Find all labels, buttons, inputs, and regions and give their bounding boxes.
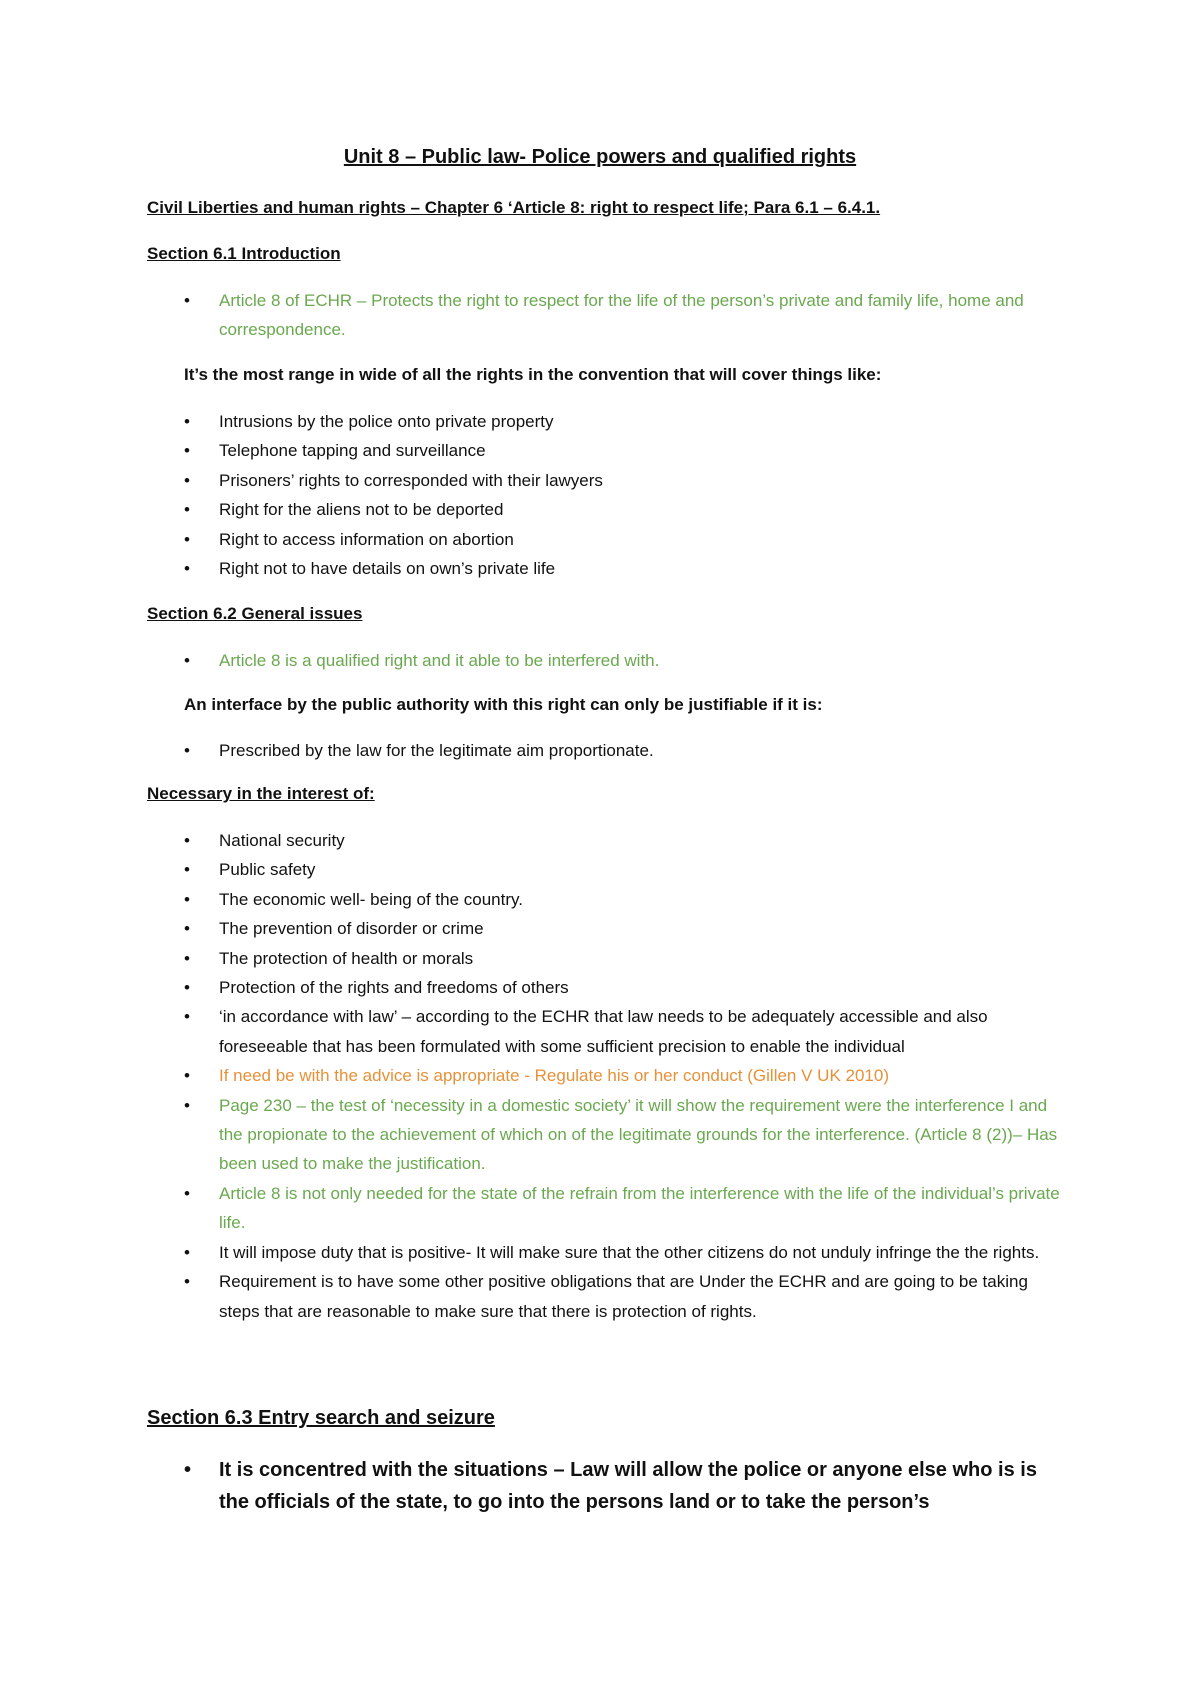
document-title: Unit 8 – Public law- Police powers and qualified rights xyxy=(343,146,857,168)
list-item: • Article 8 of ECHR – Protects the right to respect for the life of the person’s private and family life, home and correspondence. xyxy=(184,286,1064,345)
section-6-1-intro-list xyxy=(184,286,1064,345)
list-item: • Article 8 is a qualified right and it able to be interfered with. xyxy=(184,646,1064,675)
list-item: • It will impose duty that is positive- It will make sure that the other citizens do not unduly infringe the the rights. xyxy=(184,1238,1064,1267)
list-item: • Right not to have details on own’s private life xyxy=(184,554,1064,583)
section-6-3-items xyxy=(184,1454,1064,1518)
list-item: • The protection of health or morals xyxy=(184,944,1064,973)
list-item: • Page 230 – the test of ‘necessity in a domestic society’ it will show the requirement were the interference I and the propionate to the achievement of which on of the legitimate grounds for the interference. (Article 8 (2))– Has been used to make the justification. xyxy=(184,1091,1064,1179)
section-6-2-items xyxy=(184,736,1064,765)
list-item: • Telephone tapping and surveillance xyxy=(184,436,1064,465)
list-item: • It is concentred with the situations – Law will allow the police or anyone else who is is the officials of the state, to go into the persons land or to take the person’s xyxy=(184,1454,1064,1518)
interest-heading: Necessary in the interest of: xyxy=(147,784,375,803)
section-6-3-heading: Section 6.3 Entry search and seizure xyxy=(147,1407,495,1429)
list-item: • ‘in accordance with law’ – according to the ECHR that law needs to be adequately accessible and also foreseeable that has been formulated with some sufficient precision to enable the individual xyxy=(184,1002,1064,1061)
list-item: • Intrusions by the police onto private property xyxy=(184,407,1064,436)
list-item: • Right to access information on abortion xyxy=(184,525,1064,554)
list-item: • Public safety xyxy=(184,855,1064,884)
list-item: • National security xyxy=(184,826,1064,855)
list-item: • Prisoners’ rights to corresponded with their lawyers xyxy=(184,466,1064,495)
list-item: • The prevention of disorder or crime xyxy=(184,914,1064,943)
section-6-1-bold-line: It’s the most range in wide of all the rights in the convention that will cover things like: xyxy=(184,365,882,384)
list-item: • If need be with the advice is appropriate - Regulate his or her conduct (Gillen V UK 2010) xyxy=(184,1061,1064,1090)
section-6-1-heading: Section 6.1 Introduction xyxy=(147,244,341,263)
section-6-1-items xyxy=(184,407,1064,583)
section-6-2-heading: Section 6.2 General issues xyxy=(147,604,363,623)
section-6-2-bold-line: An interface by the public authority with this right can only be justifiable if it is: xyxy=(184,695,823,714)
list-item: • Requirement is to have some other positive obligations that are Under the ECHR and are going to be taking steps that are reasonable to make sure that there is protection of rights. xyxy=(184,1267,1064,1326)
interest-items xyxy=(184,826,1064,1326)
list-item: • Protection of the rights and freedoms of others xyxy=(184,973,1064,1002)
list-item: • Article 8 is not only needed for the state of the refrain from the interference with the life of the individual’s private life. xyxy=(184,1179,1064,1238)
list-item: • Right for the aliens not to be deported xyxy=(184,495,1064,524)
section-6-2-intro-list xyxy=(184,646,1064,675)
list-item: • Prescribed by the law for the legitimate aim proportionate. xyxy=(184,736,1064,765)
list-item: • The economic well- being of the country. xyxy=(184,885,1064,914)
document-subtitle: Civil Liberties and human rights – Chapter 6 ‘Article 8: right to respect life; Para 6.1 – 6.4.1. xyxy=(147,198,881,217)
